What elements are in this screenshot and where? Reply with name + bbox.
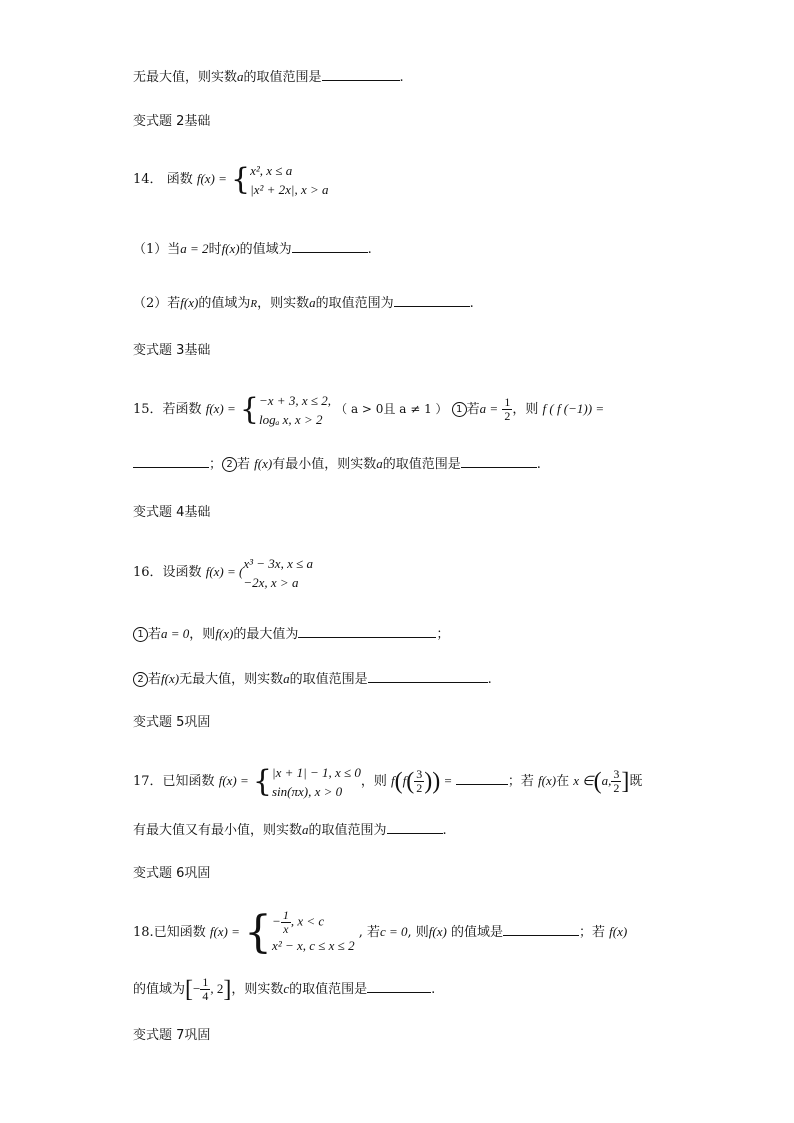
text: ；若 bbox=[579, 925, 606, 940]
text: , 若 bbox=[358, 925, 380, 940]
math: c bbox=[283, 981, 290, 996]
bracket: [ bbox=[185, 976, 194, 1003]
text: 若 bbox=[237, 457, 251, 472]
text: 若函数 bbox=[162, 402, 202, 417]
paren: )) bbox=[424, 768, 441, 795]
case-2: sin(πx), x > 0 bbox=[272, 783, 343, 799]
text: 的最大值为 bbox=[233, 627, 299, 642]
text: ，则实数 bbox=[257, 296, 310, 311]
question-number: 16． bbox=[133, 565, 163, 580]
section-heading: 变式题 5巩固 bbox=[133, 715, 211, 730]
case-1: x², x ≤ a bbox=[250, 162, 293, 178]
text: ；若 bbox=[507, 774, 534, 789]
piecewise-cases bbox=[250, 161, 328, 199]
bracket: ] bbox=[223, 976, 232, 1003]
math: a = bbox=[479, 401, 499, 416]
denominator: 2 bbox=[613, 781, 620, 795]
text: 的值域为 bbox=[133, 982, 186, 997]
math: f(x) bbox=[180, 295, 199, 310]
circled-number: 1 bbox=[133, 627, 148, 642]
numerator: 3 bbox=[416, 767, 423, 781]
question-number: 15． bbox=[133, 402, 163, 417]
math: a bbox=[283, 671, 290, 686]
piecewise-cases bbox=[272, 909, 355, 956]
text: 若 bbox=[148, 627, 162, 642]
math: f(x) bbox=[254, 456, 273, 471]
question-14 bbox=[133, 160, 329, 199]
text: 的取值范围为 bbox=[308, 823, 387, 838]
text: 时 bbox=[208, 242, 222, 257]
answer-blank[interactable] bbox=[292, 238, 368, 253]
text: 若 bbox=[466, 402, 480, 417]
text: 无最大值，则实数 bbox=[133, 70, 238, 85]
text: . bbox=[536, 457, 541, 472]
circled-number: 2 bbox=[222, 457, 237, 472]
answer-blank[interactable] bbox=[461, 453, 537, 468]
case-1: −x + 3, x ≤ 2, bbox=[259, 392, 331, 408]
fraction bbox=[611, 768, 621, 795]
answer-blank[interactable] bbox=[367, 978, 431, 993]
text: 的取值范围是 bbox=[382, 457, 461, 472]
math: f ( f (−1)) = bbox=[542, 401, 605, 416]
case-1: |x + 1| − 1, x ≤ 0 bbox=[272, 764, 361, 780]
text: ； bbox=[209, 457, 223, 472]
math: a = 0 bbox=[161, 626, 190, 641]
text: ，则实数 bbox=[231, 982, 284, 997]
function-name: f(x) = bbox=[209, 924, 240, 939]
answer-blank[interactable] bbox=[387, 819, 443, 834]
text: 的值域是 bbox=[450, 925, 503, 940]
question-number: 18. bbox=[133, 925, 154, 940]
q17-line2 bbox=[133, 819, 447, 841]
math: f(x) bbox=[609, 924, 628, 939]
q16-line1 bbox=[133, 623, 449, 645]
math: f(x) bbox=[221, 241, 240, 256]
piecewise-cases bbox=[272, 763, 361, 801]
q18-line2 bbox=[133, 972, 435, 1007]
brace: { bbox=[244, 906, 273, 958]
text: ，则 bbox=[360, 774, 387, 789]
math: f(x) bbox=[538, 773, 557, 788]
function-name: f(x) = bbox=[205, 401, 236, 416]
math: f(x) bbox=[161, 671, 180, 686]
text: 的取值范围是 bbox=[243, 70, 322, 85]
text: 的取值范围是 bbox=[289, 672, 368, 687]
case-2: x² − x, c ≤ x ≤ 2 bbox=[272, 938, 355, 953]
question-16 bbox=[133, 553, 313, 592]
q16-line2 bbox=[133, 668, 492, 690]
math: x ∈ bbox=[573, 773, 594, 788]
math: f(x) bbox=[215, 626, 234, 641]
q14-part2 bbox=[133, 292, 474, 314]
piecewise-cases bbox=[259, 391, 331, 429]
q14-part1 bbox=[133, 238, 372, 260]
line-top bbox=[133, 66, 404, 88]
answer-blank[interactable] bbox=[298, 623, 436, 638]
numerator: 1 bbox=[282, 908, 289, 922]
text: 已知函数 bbox=[153, 925, 206, 940]
denominator: 2 bbox=[416, 781, 423, 795]
answer-blank[interactable] bbox=[394, 292, 470, 307]
text: （1）当 bbox=[133, 242, 181, 257]
fraction bbox=[281, 909, 291, 936]
question-17 bbox=[133, 760, 642, 803]
section-heading: 变式题 6巩固 bbox=[133, 866, 211, 881]
section-heading: 变式题 2基础 bbox=[133, 114, 211, 129]
function-name: f(x) = ( bbox=[205, 564, 244, 579]
section-heading: 变式题 3基础 bbox=[133, 343, 211, 358]
answer-blank[interactable] bbox=[322, 66, 400, 81]
brace: { bbox=[231, 161, 251, 197]
text: 的取值范围为 bbox=[315, 296, 394, 311]
math: a bbox=[302, 822, 309, 837]
text: ，则 bbox=[512, 402, 539, 417]
text: 有最小值，则实数 bbox=[272, 457, 377, 472]
var-a: a bbox=[237, 69, 244, 84]
condition: （ a > 0且 a ≠ 1 ） bbox=[335, 402, 448, 416]
denominator: 4 bbox=[202, 989, 209, 1003]
math: f bbox=[391, 773, 395, 788]
answer-blank[interactable] bbox=[133, 453, 209, 468]
case-2: logₐ x, x > 2 bbox=[259, 411, 323, 427]
text: （2）若 bbox=[133, 296, 181, 311]
text: 在 bbox=[556, 774, 570, 789]
text: , x < c bbox=[290, 913, 325, 929]
math: c = 0 bbox=[379, 924, 408, 939]
question-number: 17． bbox=[133, 774, 163, 789]
text: . bbox=[469, 296, 474, 311]
math: a bbox=[309, 295, 316, 310]
math: a, bbox=[601, 773, 612, 788]
text: 既 bbox=[629, 774, 643, 789]
text: ，则 bbox=[189, 627, 216, 642]
brace: { bbox=[252, 763, 272, 799]
text: 若 bbox=[148, 672, 162, 687]
math: = bbox=[444, 773, 452, 788]
text: . bbox=[399, 70, 404, 85]
q15-line2 bbox=[133, 453, 541, 475]
denominator: x bbox=[283, 922, 289, 936]
circled-number: 1 bbox=[452, 402, 467, 417]
denominator: 2 bbox=[504, 409, 511, 423]
math: a = 2 bbox=[180, 241, 209, 256]
answer-blank[interactable] bbox=[503, 921, 579, 936]
fraction bbox=[502, 396, 512, 423]
text: . bbox=[431, 982, 436, 997]
piecewise-cases bbox=[243, 554, 313, 592]
text: 的值域为 bbox=[239, 242, 292, 257]
text: . bbox=[487, 672, 492, 687]
brace: { bbox=[239, 391, 259, 427]
text: 设函数 bbox=[162, 565, 202, 580]
section-heading: 变式题 7巩固 bbox=[133, 1028, 211, 1043]
text: 已知函数 bbox=[162, 774, 215, 789]
paren: ( bbox=[406, 768, 415, 795]
text: . bbox=[442, 823, 447, 838]
text: 的取值范围是 bbox=[289, 982, 368, 997]
text: 函数 bbox=[166, 172, 193, 187]
case-1 bbox=[272, 909, 355, 936]
function-name: f(x) = bbox=[218, 773, 249, 788]
case-1: x³ − 3x, x ≤ a bbox=[243, 555, 313, 571]
answer-blank[interactable] bbox=[368, 668, 488, 683]
text: , 则 bbox=[407, 925, 429, 940]
function-name: f(x) = bbox=[196, 171, 227, 186]
fraction bbox=[200, 976, 210, 1003]
fraction bbox=[414, 768, 424, 795]
question-18 bbox=[133, 904, 627, 961]
minus-sign: − bbox=[272, 913, 281, 929]
paren: ( bbox=[593, 768, 602, 795]
paren: ] bbox=[621, 768, 630, 795]
question-number: 14． bbox=[133, 172, 163, 187]
minus-sign: − bbox=[193, 981, 201, 996]
case-2: |x² + 2x|, x > a bbox=[250, 181, 329, 197]
numerator: 1 bbox=[202, 975, 209, 989]
math: a bbox=[376, 456, 383, 471]
section-heading: 变式题 4基础 bbox=[133, 505, 211, 520]
math: , 2 bbox=[210, 981, 224, 996]
math: f bbox=[402, 773, 407, 788]
numerator: 3 bbox=[613, 767, 620, 781]
numerator: 1 bbox=[504, 395, 511, 409]
case-2: −2x, x > a bbox=[243, 574, 299, 590]
text: 无最大值，则实数 bbox=[179, 672, 284, 687]
paren: ( bbox=[394, 768, 403, 795]
text: ； bbox=[436, 627, 450, 642]
math: R bbox=[250, 298, 258, 310]
circled-number: 2 bbox=[133, 672, 148, 687]
text: 的值域为 bbox=[198, 296, 251, 311]
answer-blank[interactable] bbox=[456, 770, 508, 785]
question-15 bbox=[133, 389, 604, 430]
math: f(x) bbox=[428, 924, 447, 939]
text: . bbox=[367, 242, 372, 257]
text: 有最大值又有最小值，则实数 bbox=[133, 823, 303, 838]
